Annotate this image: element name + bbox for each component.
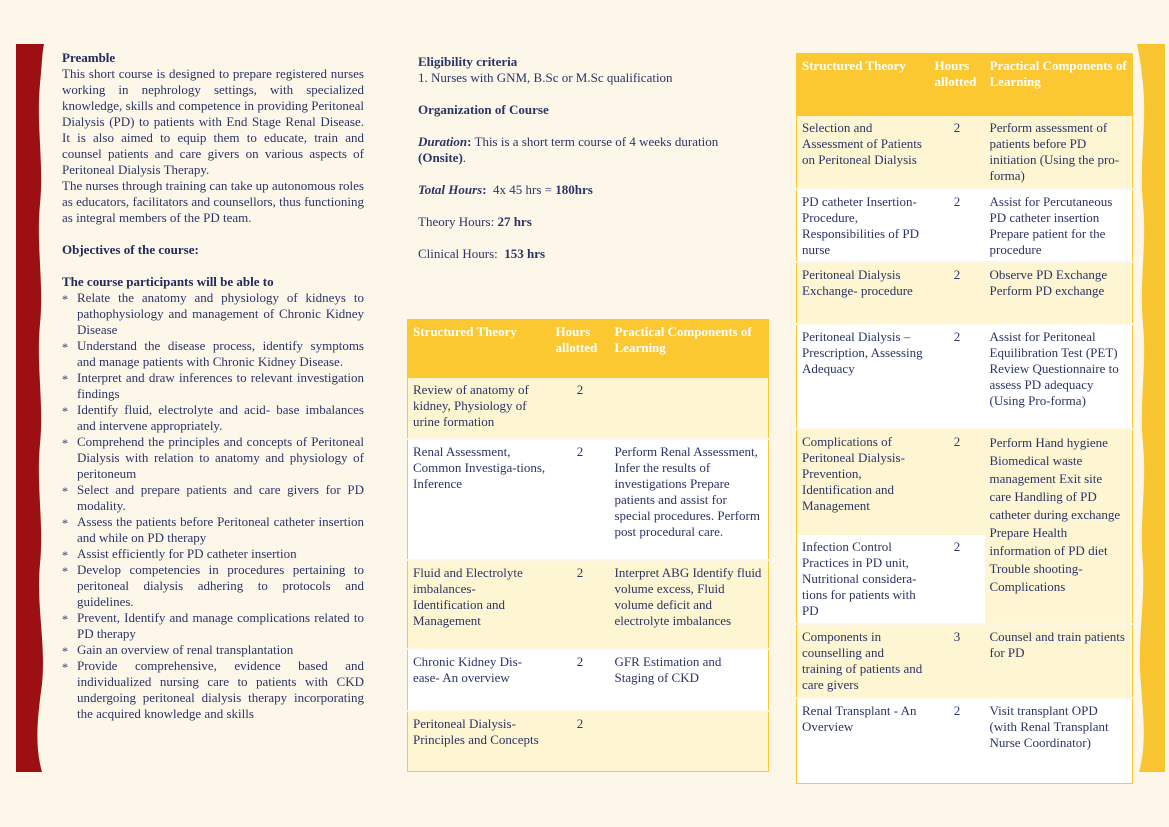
cell-hours: 2 — [930, 535, 985, 624]
duration-line: Duration: This is a short term course of 4 weeks duration (Onsite). — [418, 134, 719, 165]
curriculum-table-1 — [407, 319, 769, 772]
cell-practical: Assist for Peritoneal Equilibration Test (PET) Review Questionnaire to assess PD adequacy (Using Pro-forma) — [985, 324, 1133, 429]
list-item: * Interpret and draw inferences to relevant investigation findings — [62, 370, 364, 402]
header-theory: Structured Theory — [797, 54, 930, 116]
header-hours: Hours allotted — [930, 54, 985, 116]
cell-theory: Components in counselling and training of patients and care givers — [797, 624, 930, 698]
cell-theory: Selection and Assessment of Patients on Peritoneal Dialysis — [797, 116, 930, 189]
cell-practical: Visit transplant OPD (with Renal Transplant Nurse Coordinator) — [985, 698, 1133, 784]
list-item: * Gain an overview of renal transplantation — [62, 642, 364, 658]
cell-theory: Peritoneal Dialysis Exchange- procedure — [797, 262, 930, 324]
cell-practical: Observe PD Exchange Perform PD exchange — [985, 262, 1133, 324]
left-column — [62, 50, 364, 722]
cell-theory: Renal Assessment, Common Investiga-tions, Inference — [408, 439, 551, 560]
table-row — [408, 439, 769, 560]
table-header-row — [797, 54, 1133, 116]
cell-theory: Review of anatomy of kidney, Physiology of urine formation — [408, 378, 551, 439]
cell-hours: 2 — [930, 116, 985, 189]
cell-practical: Assist for Percutaneous PD catheter insertion Prepare patient for the procedure — [985, 189, 1133, 262]
preamble-text: This short course is designed to prepare registered nurses working in nephrology settings, with specialized knowledge, skills and competence in providing Peritoneal Dialysis (PD) to patients with End Stage Renal Disease. It is also aimed to equip them to educate, train and counsel patients and care givers on various aspects of Peritoneal Dialysis Therapy. — [62, 66, 364, 177]
list-item: * Understand the disease process, identify symptoms and manage patients with Chronic Kidney Disease. — [62, 338, 364, 370]
table-row — [797, 116, 1133, 189]
objectives-subheading: The course participants will be able to — [62, 274, 274, 289]
cell-practical: Counsel and train patients for PD — [985, 624, 1133, 698]
table-row — [797, 624, 1133, 698]
cell-theory: Peritoneal Dialysis- Principles and Concepts — [408, 711, 551, 772]
header-theory: Structured Theory — [408, 320, 551, 378]
left-decorative-strip — [16, 44, 44, 772]
cell-hours: 2 — [930, 324, 985, 429]
cell-theory: Complications of Peritoneal Dialysis- Prevention, Identification and Management — [797, 429, 930, 535]
theory-hours-line: Theory Hours: 27 hrs — [418, 214, 532, 229]
header-practical: Practical Components of Learning — [985, 54, 1133, 116]
table-row — [408, 560, 769, 649]
cell-hours: 2 — [551, 560, 610, 649]
cell-hours: 2 — [551, 439, 610, 560]
objectives-heading: Objectives of the course: — [62, 242, 199, 257]
eligibility-heading: Eligibility criteria — [418, 54, 518, 69]
cell-practical: Perform Renal Assessment, Infer the results of investigations Prepare patients and assist for special procedures. Perform post procedural care. — [610, 439, 769, 560]
cell-practical: Interpret ABG Identify fluid volume excess, Fluid volume deficit and electrolyte imbalances — [610, 560, 769, 649]
cell-practical: GFR Estimation and Staging of CKD — [610, 649, 769, 711]
organization-heading: Organization of Course — [418, 102, 549, 117]
middle-column — [418, 54, 768, 262]
cell-theory: PD catheter Insertion- Procedure, Responsibilities of PD nurse — [797, 189, 930, 262]
cell-hours: 2 — [930, 429, 985, 535]
header-hours: Hours allotted — [551, 320, 610, 378]
total-hours-line: Total Hours: 4x 45 hrs = 180hrs — [418, 182, 593, 197]
table-row — [797, 262, 1133, 324]
eligibility-item: 1. Nurses with GNM, B.Sc or M.Sc qualification — [418, 70, 673, 85]
cell-hours: 2 — [551, 649, 610, 711]
cell-practical: Perform assessment of patients before PD initiation (Using the pro-forma) — [985, 116, 1133, 189]
list-item: * Assist efficiently for PD catheter insertion — [62, 546, 364, 562]
cell-theory: Infection Control Practices in PD unit, Nutritional considera-tions for patients with PD — [797, 535, 930, 624]
table-row — [797, 189, 1133, 262]
cell-theory: Chronic Kidney Dis-ease- An overview — [408, 649, 551, 711]
clinical-hours-line: Clinical Hours: 153 hrs — [418, 246, 546, 261]
cell-theory: Renal Transplant - An Overview — [797, 698, 930, 784]
objectives-list — [62, 290, 364, 722]
list-item: * Develop competencies in procedures pertaining to peritoneal dialysis adhering to protocols and guidelines. — [62, 562, 364, 610]
cell-hours: 2 — [930, 189, 985, 262]
cell-theory: Fluid and Electrolyte imbalances- Identification and Management — [408, 560, 551, 649]
list-item: * Prevent, Identify and manage complications related to PD therapy — [62, 610, 364, 642]
preamble-heading: Preamble — [62, 50, 116, 65]
list-item: * Comprehend the principles and concepts of Peritoneal Dialysis with relation to anatomy and physiology of peritoneum — [62, 434, 364, 482]
cell-practical — [610, 378, 769, 439]
cell-practical — [610, 711, 769, 772]
list-item: * Provide comprehensive, evidence based and individualized nursing care to patients with CKD undergoing peritoneal dialysis therapy incorporating the acquired knowledge and skills — [62, 658, 364, 722]
list-item: * Relate the anatomy and physiology of kidneys to pathophysiology and management of Chronic Kidney Disease — [62, 290, 364, 338]
cell-theory: Peritoneal Dialysis – Prescription, Assessing Adequacy — [797, 324, 930, 429]
header-practical: Practical Components of Learning — [610, 320, 769, 378]
cell-hours: 2 — [551, 378, 610, 439]
cell-hours: 3 — [930, 624, 985, 698]
right-decorative-strip — [1137, 44, 1165, 772]
table-row — [408, 649, 769, 711]
table-row — [408, 711, 769, 772]
cell-hours: 2 — [930, 262, 985, 324]
cell-hours: 2 — [930, 698, 985, 784]
list-item: * Select and prepare patients and care givers for PD modality. — [62, 482, 364, 514]
table-row — [408, 378, 769, 439]
table-row — [797, 324, 1133, 429]
list-item: * Assess the patients before Peritoneal catheter insertion and while on PD therapy — [62, 514, 364, 546]
table-row — [797, 698, 1133, 784]
table-header-row — [408, 320, 769, 378]
curriculum-table-2 — [796, 53, 1133, 784]
cell-practical: Perform Hand hygiene Biomedical waste management Exit site care Handling of PD catheter during exchange Prepare Health information of PD diet Trouble shooting- Complications — [985, 429, 1133, 624]
cell-hours: 2 — [551, 711, 610, 772]
table-row — [797, 429, 1133, 535]
preamble-text-2: The nurses through training can take up autonomous roles as educators, facilitators and counsellors, thus functioning as integral members of the PD team. — [62, 178, 364, 225]
list-item: * Identify fluid, electrolyte and acid- base imbalances and intervene appropriately. — [62, 402, 364, 434]
